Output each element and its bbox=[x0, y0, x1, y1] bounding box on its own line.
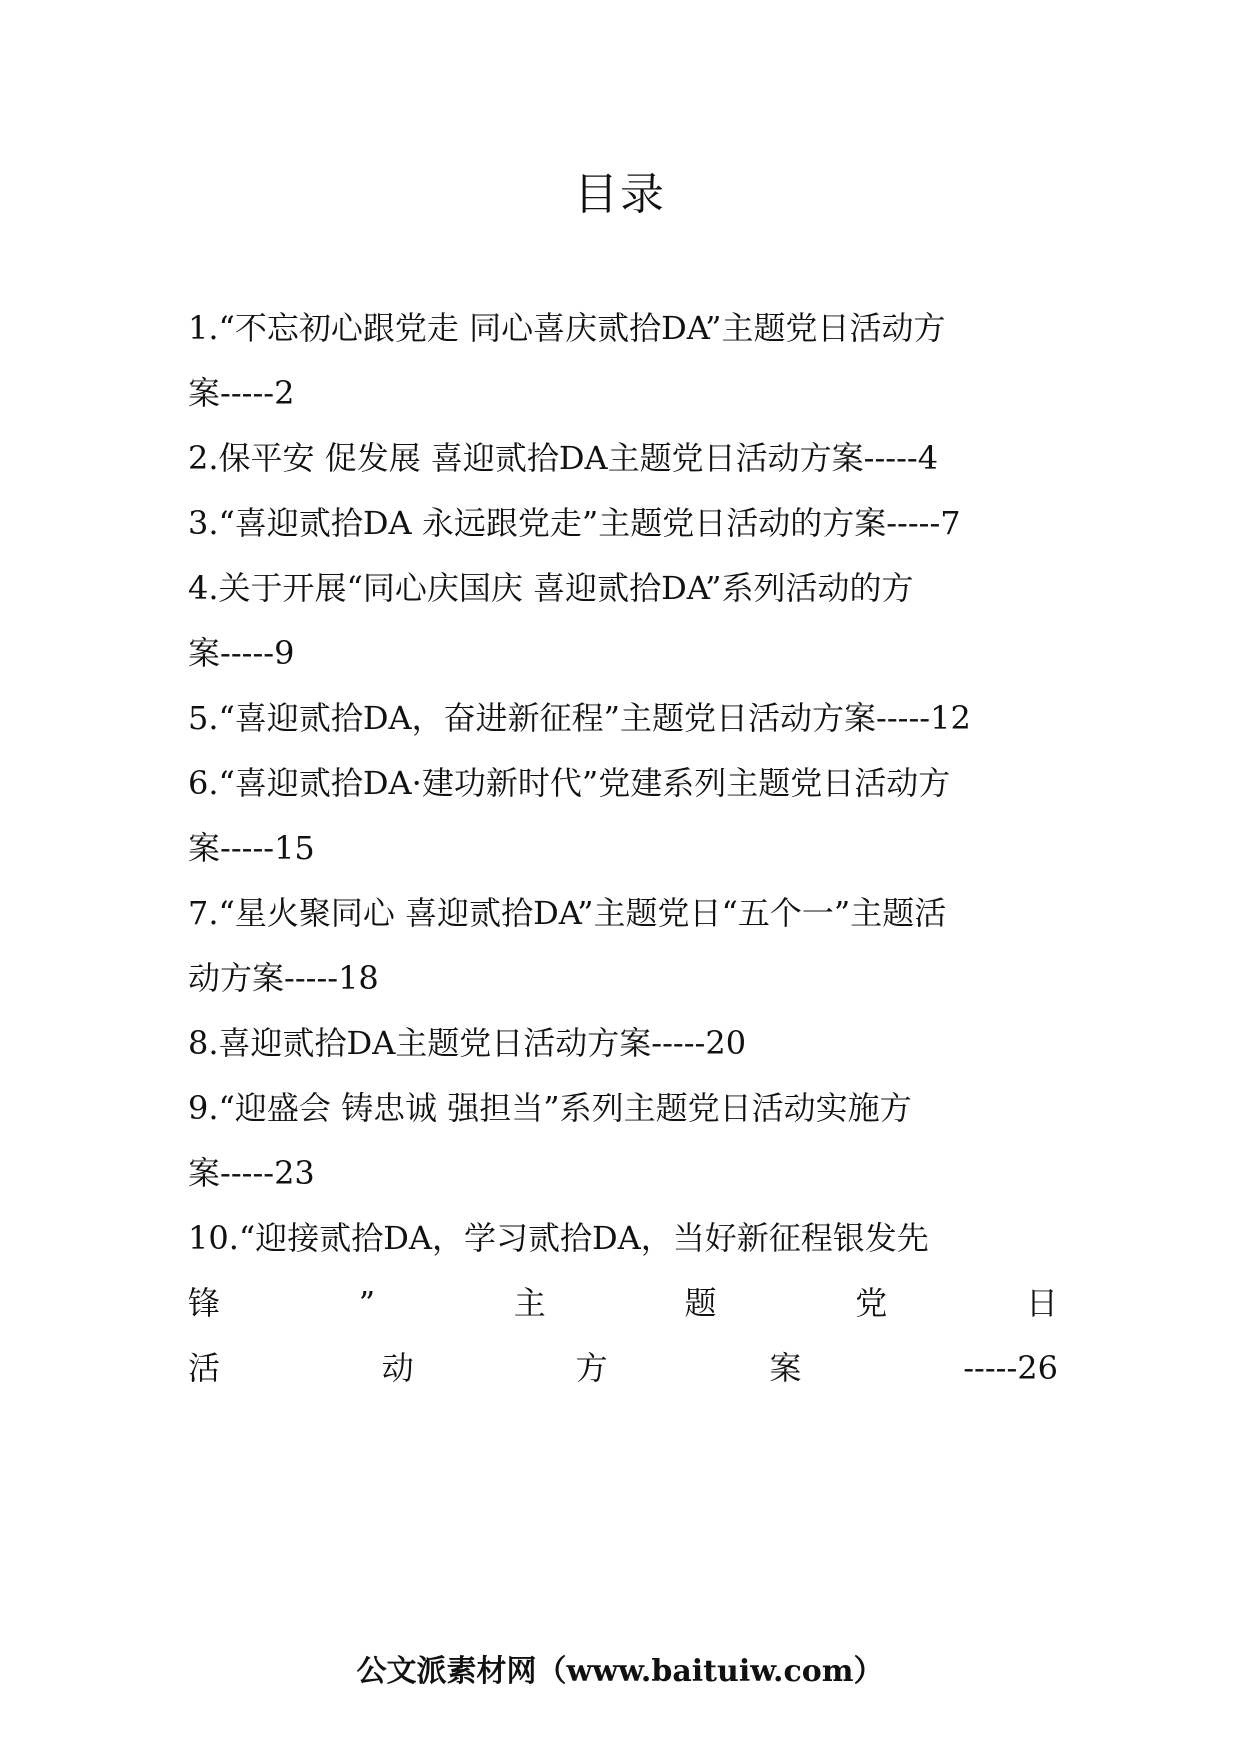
toc-entry-word: 活 bbox=[188, 1349, 221, 1387]
toc-entry-10[interactable] bbox=[188, 1206, 1058, 1401]
toc-entry-word: 案 bbox=[769, 1349, 802, 1387]
toc-entry-line: 6.“喜迎贰拾DA·建功新时代”党建系列主题党日活动方 bbox=[188, 764, 951, 802]
toc-entry-word: 方 bbox=[575, 1349, 608, 1387]
toc-entry-9[interactable] bbox=[188, 1076, 1058, 1206]
toc-entry-4[interactable] bbox=[188, 556, 1058, 686]
toc-entry-line: 案-----15 bbox=[188, 829, 315, 867]
toc-entry-2[interactable] bbox=[188, 426, 1058, 491]
toc-entry-word: ” bbox=[358, 1284, 376, 1322]
toc-entry-text: 1.“不忘初心跟党走 同心喜庆贰拾DA”主题党日活动方 bbox=[188, 309, 946, 347]
toc-entry-line: 4.关于开展“同心庆国庆 喜迎贰拾DA”系列活动的方 bbox=[188, 569, 914, 607]
toc-entry-line: 9.“迎盛会 铸忠诚 强担当”系列主题党日活动实施方 bbox=[188, 1089, 912, 1127]
toc-entry-word: 锋 bbox=[188, 1284, 221, 1322]
toc-entry-word: 日 bbox=[1025, 1284, 1058, 1322]
table-of-contents bbox=[188, 296, 1058, 1401]
toc-entry-line: 案-----2 bbox=[188, 374, 295, 412]
toc-entry-3[interactable] bbox=[188, 491, 1058, 556]
toc-entry-line: 8.喜迎贰拾DA主题党日活动方案-----20 bbox=[188, 1024, 747, 1062]
toc-entry-word: 动 bbox=[381, 1349, 414, 1387]
toc-entry-word: 主 bbox=[513, 1284, 546, 1322]
toc-entry-line: 10.“迎接贰拾DA，学习贰拾DA，当好新征程银发先 bbox=[188, 1219, 929, 1257]
toc-entry-6[interactable] bbox=[188, 751, 1058, 881]
toc-entry-line: 7.“星火聚同心 喜迎贰拾DA”主题党日“五个一”主题活 bbox=[188, 894, 947, 932]
page-title: 目录 bbox=[574, 169, 666, 220]
toc-entry-word: 题 bbox=[684, 1284, 717, 1322]
toc-entry-line: 5.“喜迎贰拾DA，奋进新征程”主题党日活动方案-----12 bbox=[188, 699, 971, 737]
toc-entry-line: 案-----9 bbox=[188, 634, 295, 672]
toc-entry-word: 党 bbox=[855, 1284, 888, 1322]
toc-entry-1[interactable] bbox=[188, 296, 1058, 426]
footer-watermark: 公文派素材网（www.baituiw.com） bbox=[356, 1654, 884, 1689]
toc-entry-line: 动方案-----18 bbox=[188, 959, 379, 997]
toc-entry-line: 3.“喜迎贰拾DA 永远跟党走”主题党日活动的方案-----7 bbox=[188, 504, 961, 542]
toc-entry-5[interactable] bbox=[188, 686, 1058, 751]
toc-entry-line: 案-----23 bbox=[188, 1154, 315, 1192]
toc-entry-line bbox=[188, 1336, 1058, 1401]
toc-entry-7[interactable] bbox=[188, 881, 1058, 1011]
toc-entry-word: -----26 bbox=[963, 1349, 1058, 1387]
toc-entry-line bbox=[188, 1271, 1058, 1336]
toc-entry-8[interactable] bbox=[188, 1011, 1058, 1076]
toc-entry-line bbox=[188, 296, 1058, 361]
toc-entry-line: 2.保平安 促发展 喜迎贰拾DA主题党日活动方案-----4 bbox=[188, 439, 939, 477]
